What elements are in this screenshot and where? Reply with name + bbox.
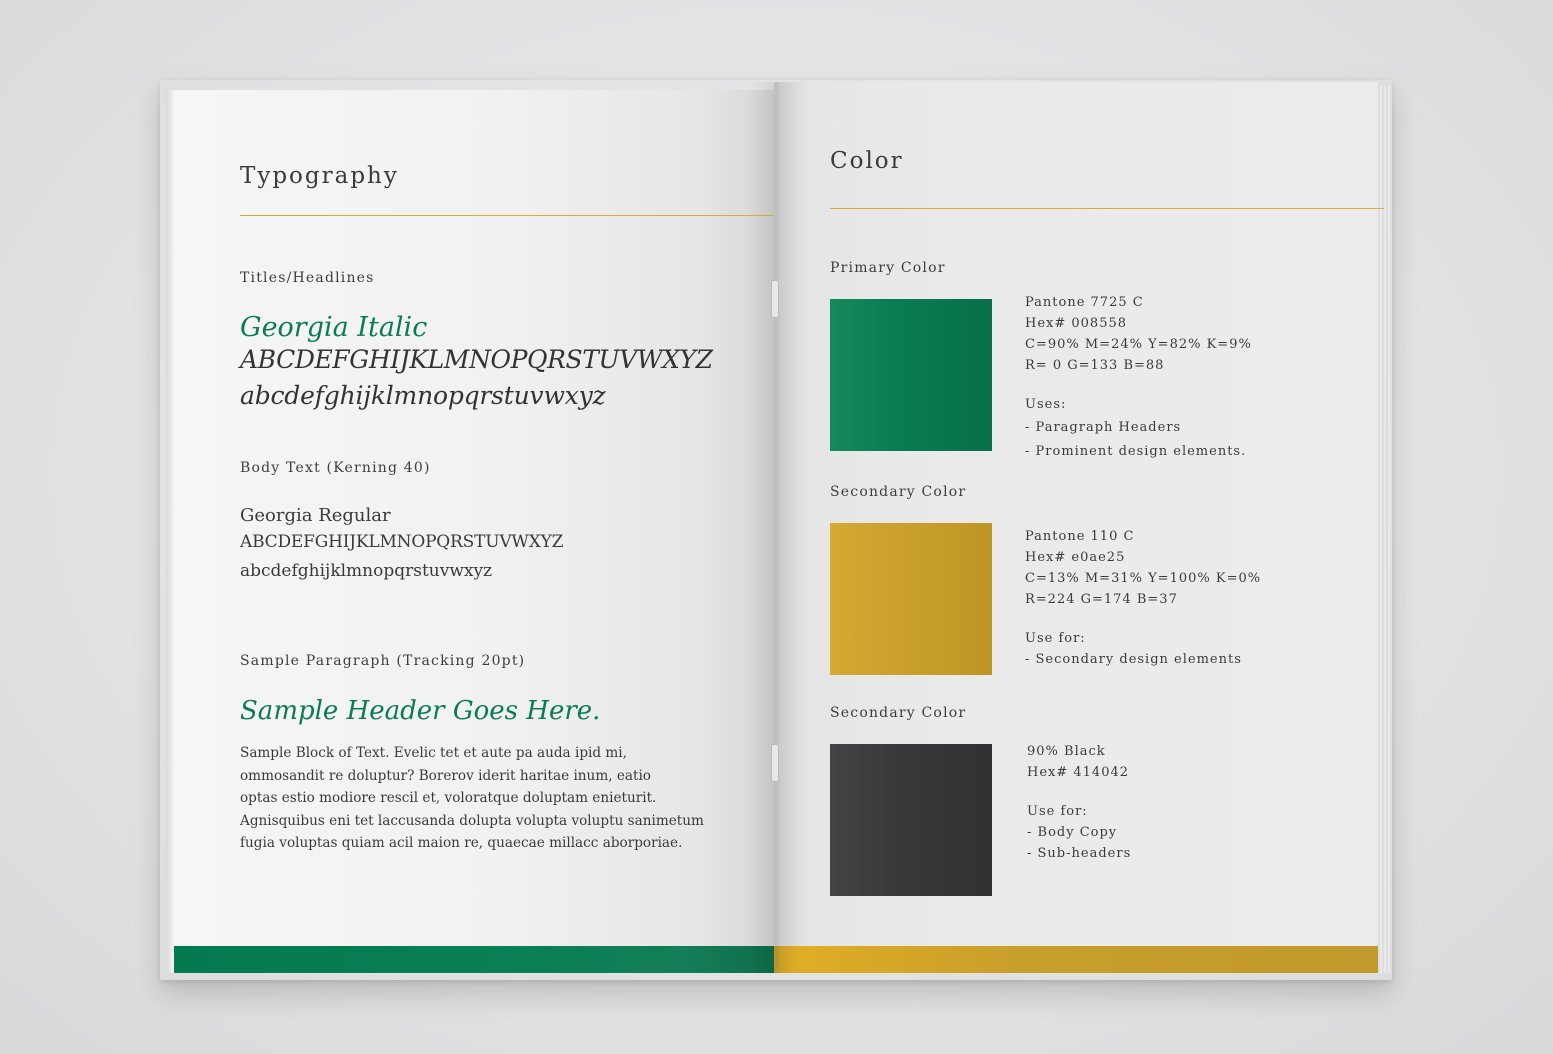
sample-paragraph-line: Agnisquibus eni tet laccusanda dolupta volupta voluptu sanimetum — [240, 812, 704, 829]
color-title-rule — [830, 208, 1384, 209]
sample-paragraph-line: Sample Block of Text. Evelic tet et aute pa auda ipid mi, — [240, 745, 627, 761]
sample-paragraph-line: optas estio modiore rescil et, voloratque doluptam enieturit. — [240, 790, 657, 806]
color-spec-line: Hex# e0ae25 — [1025, 550, 1126, 565]
primary-color-label: Primary Color — [830, 260, 946, 276]
color-spec-line: Pantone 7725 C — [1025, 295, 1144, 310]
primary-color-swatch — [830, 299, 992, 451]
italic-font-name: Georgia Italic — [240, 312, 428, 343]
regular-uppercase-sample: ABCDEFGHIJKLMNOPQRSTUVWXYZ — [240, 532, 564, 552]
body-text-label: Body Text (Kerning 40) — [240, 460, 431, 476]
uses-label: Use for: — [1027, 804, 1088, 819]
italic-lowercase-sample: abcdefghijklmnopqrstuvwxyz — [240, 381, 606, 410]
color-spec-line: Hex# 008558 — [1025, 316, 1128, 331]
sample-paragraph-line: ommosandit re doluptur? Borerov iderit haritae inum, eatio — [240, 767, 651, 784]
use-item: - Body Copy — [1027, 825, 1118, 840]
sample-header: Sample Header Goes Here. — [240, 696, 601, 726]
green-footer-band — [174, 946, 774, 973]
color-spec-line: C=13% M=31% Y=100% K=0% — [1025, 571, 1262, 586]
secondary-gold-info — [1025, 526, 1261, 670]
use-item: - Secondary design elements — [1025, 652, 1242, 667]
use-item: - Sub-headers — [1027, 846, 1132, 861]
color-spec-line: R= 0 G=133 B=88 — [1025, 358, 1165, 373]
regular-lowercase-sample: abcdefghijklmnopqrstuvwxyz — [240, 561, 493, 581]
typography-title-rule — [240, 215, 774, 216]
staple-bottom — [771, 744, 779, 782]
use-item: - Prominent design elements. — [1025, 444, 1247, 459]
secondary-dark-label: Secondary Color — [830, 705, 967, 721]
color-spec-line: 90% Black — [1027, 744, 1106, 759]
italic-uppercase-sample: ABCDEFGHIJKLMNOPQRSTUVWXYZ — [240, 345, 713, 374]
page-edges — [1376, 86, 1390, 973]
typography-title: Typography — [240, 163, 399, 189]
sample-paragraph-line: fugia voluptas quiam acil maion re, quaecae millacc aborporiae. — [240, 835, 683, 851]
staple-top — [771, 280, 779, 318]
secondary-dark-info — [1027, 741, 1131, 864]
regular-font-name: Georgia Regular — [240, 505, 391, 526]
sample-paragraph-label: Sample Paragraph (Tracking 20pt) — [240, 653, 526, 669]
color-spec-line: Pantone 110 C — [1025, 529, 1135, 544]
primary-color-info — [1025, 292, 1252, 462]
uses-label: Use for: — [1025, 631, 1086, 646]
sample-paragraph — [240, 742, 704, 855]
color-spec-line: Hex# 414042 — [1027, 765, 1130, 780]
titles-headlines-label: Titles/Headlines — [240, 270, 375, 286]
gold-footer-band — [774, 946, 1378, 973]
color-title: Color — [830, 148, 904, 174]
uses-label: Uses: — [1025, 397, 1067, 412]
secondary-color-label: Secondary Color — [830, 484, 967, 500]
color-spec-line: C=90% M=24% Y=82% K=9% — [1025, 337, 1252, 352]
secondary-gold-swatch — [830, 523, 992, 675]
secondary-dark-swatch — [830, 744, 992, 896]
color-spec-line: R=224 G=174 B=37 — [1025, 592, 1178, 607]
use-item: - Paragraph Headers — [1025, 420, 1182, 435]
